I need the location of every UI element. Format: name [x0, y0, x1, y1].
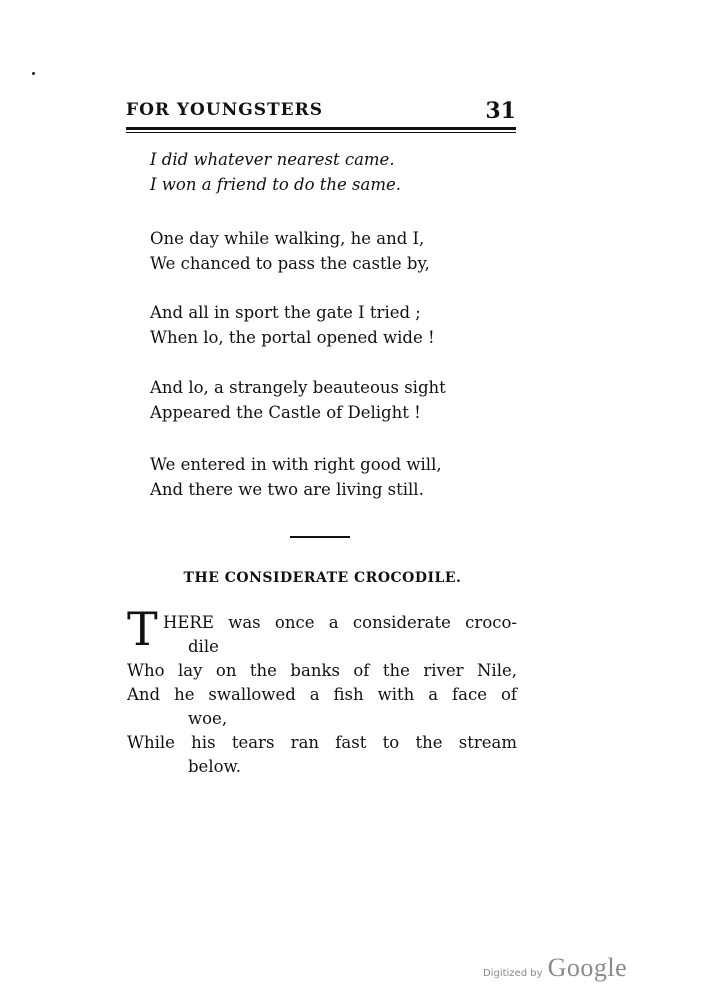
- poem-line: woe,: [188, 709, 228, 728]
- header-rule-thin: [126, 132, 516, 133]
- verse-line: And there we two are living still.: [150, 480, 424, 499]
- verse-line: And all in sport the gate I tried ;: [150, 303, 421, 322]
- poem-line: Who lay on the banks of the river Nile,: [127, 661, 517, 680]
- verse-line: I won a friend to do the same.: [150, 175, 402, 194]
- poem-line: below.: [188, 757, 241, 776]
- poem-title: THE CONSIDERATE CROCODILE.: [183, 570, 462, 586]
- verse-line: I did whatever nearest came.: [150, 150, 395, 169]
- header-title: FOR YOUNGSTERS: [126, 100, 324, 120]
- page-speck: [32, 72, 35, 75]
- page-number: 31: [485, 98, 516, 124]
- poem-line: While his tears ran fast to the stream: [127, 733, 517, 752]
- section-divider: [290, 536, 350, 538]
- drop-cap: T: [127, 602, 158, 656]
- verse-line: And lo, a strangely beauteous sight: [150, 378, 446, 397]
- poem-line: dile: [188, 637, 219, 656]
- google-logo: Google: [547, 953, 628, 982]
- digitized-watermark: [483, 953, 627, 983]
- verse-line: We chanced to pass the castle by,: [150, 254, 430, 273]
- poem-line: And he swallowed a fish with a face of: [127, 685, 517, 704]
- verse-line: Appeared the Castle of Delight !: [150, 403, 421, 422]
- poem-line: HERE was once a considerate croco-: [163, 613, 517, 632]
- watermark-prefix: Digitized by: [483, 968, 543, 979]
- verse-line: One day while walking, he and I,: [150, 229, 425, 248]
- running-header: [126, 96, 516, 124]
- verse-line: When lo, the portal opened wide !: [150, 328, 435, 347]
- header-rule-thick: [126, 127, 516, 130]
- verse-line: We entered in with right good will,: [150, 455, 442, 474]
